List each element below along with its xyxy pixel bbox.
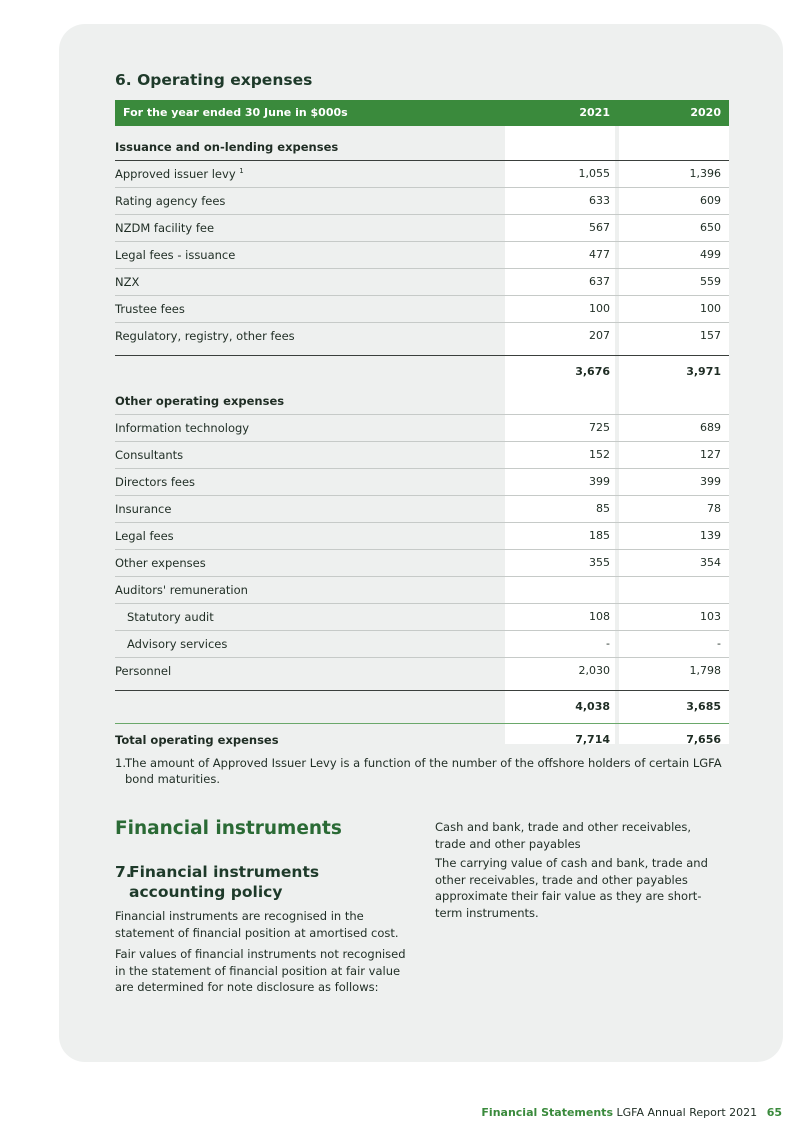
- table-row: Rating agency fees 633 609: [115, 188, 729, 215]
- header-col-2020: 2020: [690, 106, 721, 119]
- header-col-2021: 2021: [579, 106, 610, 119]
- table-row: Advisory services - -: [115, 631, 729, 658]
- financial-instruments-title: Financial instruments: [115, 818, 342, 839]
- table-row: Legal fees 185 139: [115, 523, 729, 550]
- table-row: Regulatory, registry, other fees 207 157: [115, 323, 729, 356]
- group-heading-other: Other operating expenses: [115, 388, 729, 415]
- table-row: NZX 637 559: [115, 269, 729, 296]
- subtotal-row-issuance: 3,676 3,971: [575, 365, 721, 378]
- table-row: Trustee fees 100 100: [115, 296, 729, 323]
- table-row: Legal fees - issuance 477 499: [115, 242, 729, 269]
- right-paragraph-2: The carrying value of cash and bank, trade and other receivables, trade and other payables approximate their fair value as they are short-term instruments.: [435, 856, 708, 920]
- table-header: [115, 100, 729, 126]
- table-row: Auditors' remuneration: [115, 577, 729, 604]
- table-row: Approved issuer levy $^1$ 1,055 1,396: [115, 161, 729, 188]
- table-row: Other expenses 355 354: [115, 550, 729, 577]
- table-row: Personnel 2,030 1,798: [115, 658, 729, 691]
- page-number: 65: [766, 1106, 782, 1119]
- left-paragraph-2: Fair values of financial instruments not recognised in the statement of financial position at fair value are determined for note disclosure as follows:: [115, 947, 406, 994]
- section-title: 6. Operating expenses: [115, 71, 313, 89]
- total-row: Total operating expenses 7,714 7,656: [115, 733, 721, 747]
- header-label: For the year ended 30 June in $000s: [123, 106, 348, 119]
- table-row: NZDM facility fee 567 650: [115, 215, 729, 242]
- left-paragraph-1: Financial instruments are recognised in the statement of financial position at amortised cost.: [115, 909, 399, 940]
- table-row: Information technology 725 689: [115, 415, 729, 442]
- operating-expenses-table: [115, 100, 729, 753]
- table-row: Consultants 152 127: [115, 442, 729, 469]
- table-row: Statutory audit 108 103: [115, 604, 729, 631]
- footer-section: Financial Statements: [481, 1106, 613, 1119]
- accounting-policy-heading: 7. Financial instruments accounting policy: [115, 863, 320, 901]
- group-heading-issuance: Issuance and on-lending expenses: [115, 140, 339, 154]
- page-footer: [481, 1106, 782, 1119]
- subtotal-row-other: 4,038 3,685: [115, 691, 729, 724]
- table-row: Insurance 85 78: [115, 496, 729, 523]
- footer-report: LGFA Annual Report 2021: [616, 1106, 758, 1119]
- table-row: Directors fees 399 399: [115, 469, 729, 496]
- footnote: 1. The amount of Approved Issuer Levy is a function of the number of the offshore holders of certain LGFA bond maturities.: [115, 756, 722, 786]
- right-paragraph-1: Cash and bank, trade and other receivables, trade and other payables: [435, 820, 692, 851]
